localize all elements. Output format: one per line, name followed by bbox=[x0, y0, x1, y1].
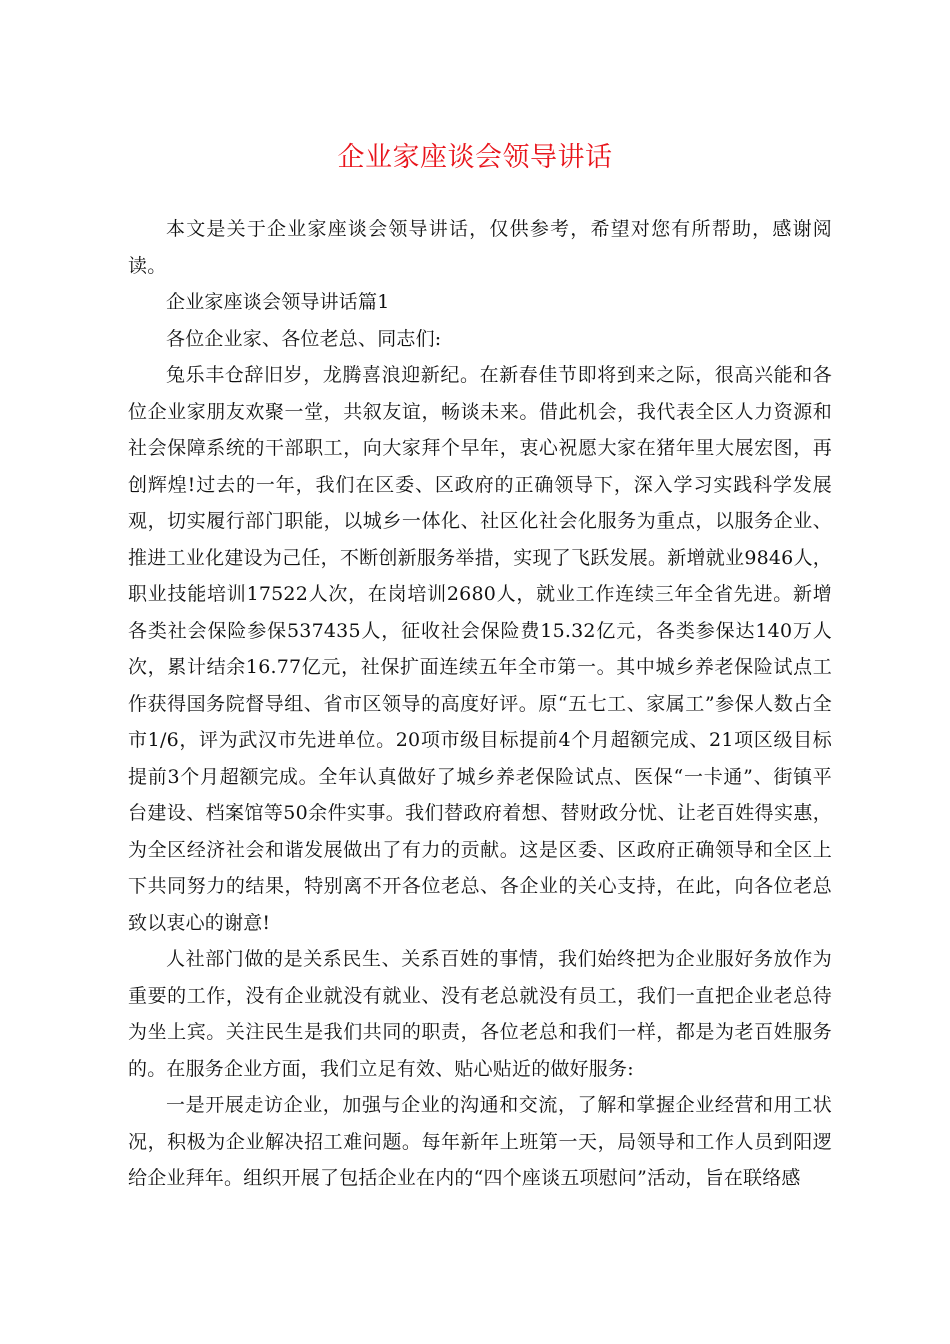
body-paragraph: 一是开展走访企业，加强与企业的沟通和交流，了解和掌握企业经营和用工状况，积极为企业解决招工难问题。每年新年上班第一天，局领导和工作人员到阳逻给企业拜年。组织开展了包括企业在内的“四个座谈五项慰问”活动，旨在联络感 bbox=[128, 1094, 832, 1189]
body-paragraph: 兔乐丰仓辞旧岁，龙腾喜浪迎新纪。在新春佳节即将到来之际，很高兴能和各位企业家朋友欢聚一堂，共叙友谊，畅谈未来。借此机会，我代表全区人力资源和社会保障系统的干部职工，向大家拜个早年，衷心祝愿大家在猪年里大展宏图，再创辉煌!过去的一年，我们在区委、区政府的正确领导下，深入学习实践科学发展观，切实履行部门职能，以城乡一体化、社区化社会化服务为重点，以服务企业、推进工业化建设为己任，不断创新服务举措，实现了飞跃发展。新增就业9846人，职业技能培训17522人次，在岗培训2680人，就业工作连续三年全省先进。新增各类社会保险参保537435人，征收社会保险费15.32亿元，各类参保达140万人次，累计结余16.77亿元，社保扩面连续五年全市第一。其中城乡养老保险试点工作获得国务院督导组、省市区领导的高度好评。原“五七工、家属工”参保人数占全市1/6，评为武汉市先进单位。20项市级目标提前4个月超额完成、21项区级目标提前3个月超额完成。全年认真做好了城乡养老保险试点、医保“一卡通”、街镇平台建设、档案馆等50余件实事。我们替政府着想、替财政分忧、让老百姓得实惠，为全区经济社会和谐发展做出了有力的贡献。这是区委、区政府正确领导和全区上下共同努力的结果，特别离不开各位老总、各企业的关心支持，在此，向各位老总致以衷心的谢意! bbox=[128, 364, 832, 934]
salutation: 各位企业家、各位老总、同志们: bbox=[166, 327, 442, 350]
body-paragraph: 人社部门做的是关系民生、关系百姓的事情，我们始终把为企业服好务放作为重要的工作，没有企业就没有就业、没有老总就没有员工，我们一直把企业老总待为坐上宾。关注民生是我们共同的职责，各位老总和我们一样，都是为老百姓服务的。在服务企业方面，我们立足有效、贴心贴近的做好服务: bbox=[128, 948, 832, 1080]
document-body bbox=[128, 211, 832, 1197]
document-title: 企业家座谈会领导讲话 bbox=[337, 142, 613, 173]
intro-paragraph: 本文是关于企业家座谈会领导讲话，仅供参考，希望对您有所帮助，感谢阅读。 bbox=[128, 218, 832, 277]
section-heading: 企业家座谈会领导讲话篇1 bbox=[166, 291, 390, 313]
